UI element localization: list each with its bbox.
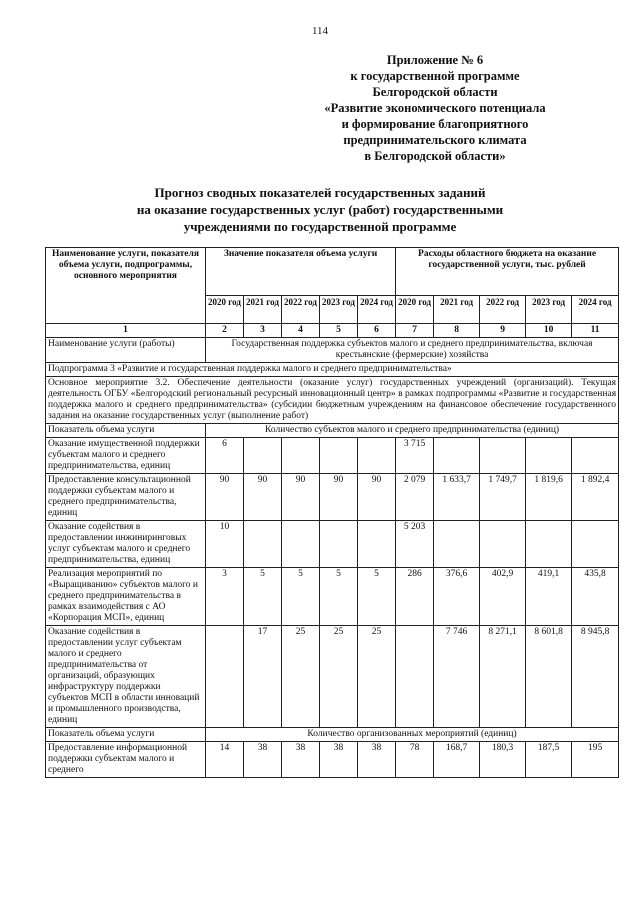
indicator-label: Показатель объема услуги bbox=[46, 424, 206, 438]
volume-value-cell: 10 bbox=[206, 521, 244, 568]
year-header: 2022 год bbox=[282, 296, 320, 324]
volume-value-cell: 17 bbox=[244, 626, 282, 728]
year-header: 2023 год bbox=[526, 296, 572, 324]
year-header: 2020 год bbox=[206, 296, 244, 324]
service-name-label: Наименование услуги (работы) bbox=[46, 338, 206, 363]
service-row-name: Оказание содействия в предоставлении услуг субъектам малого и среднего предпринимательства от организаций, образующих инфраструктуру поддержки субъектов МСП в области инноваций и промышленного производства, единиц bbox=[46, 626, 206, 728]
appendix-line: предпринимательского климата bbox=[343, 133, 527, 147]
table-row bbox=[46, 626, 619, 728]
table-row bbox=[46, 742, 619, 778]
indicator-value: Количество организованных мероприятий (единиц) bbox=[206, 728, 619, 742]
header-service-name: Наименование услуги, показателя объема услуги, подпрограммы, основного мероприятия bbox=[46, 248, 206, 324]
volume-value-cell: 90 bbox=[282, 474, 320, 521]
volume-value-cell bbox=[206, 626, 244, 728]
expense-value-cell bbox=[480, 438, 526, 474]
service-row-name: Реализация мероприятий по «Выращиванию» субъектов малого и среднего предпринимательства в рамках взаимодействия с АО «Корпорация МСП», единиц bbox=[46, 568, 206, 626]
service-row-name: Оказание имущественной поддержки субъектам малого и среднего предпринимательства, единиц bbox=[46, 438, 206, 474]
column-number: 3 bbox=[244, 324, 282, 338]
volume-value-cell bbox=[244, 438, 282, 474]
document-title bbox=[110, 184, 530, 235]
expense-value-cell: 78 bbox=[396, 742, 434, 778]
forecast-table bbox=[45, 247, 619, 778]
subprogram-row: Подпрограмма 3 «Развитие и государственная поддержка малого и среднего предпринимательства» bbox=[46, 363, 619, 377]
volume-value-cell: 5 bbox=[358, 568, 396, 626]
expense-value-cell bbox=[526, 438, 572, 474]
volume-value-cell bbox=[282, 521, 320, 568]
volume-value-cell: 38 bbox=[244, 742, 282, 778]
column-number: 8 bbox=[434, 324, 480, 338]
expense-value-cell bbox=[526, 521, 572, 568]
table-row bbox=[46, 474, 619, 521]
volume-value-cell: 90 bbox=[244, 474, 282, 521]
appendix-line: к государственной программе bbox=[350, 69, 520, 83]
expense-value-cell: 8 601,8 bbox=[526, 626, 572, 728]
header-volume: Значение показателя объема услуги bbox=[206, 248, 396, 296]
volume-value-cell bbox=[358, 438, 396, 474]
appendix-line: в Белгородской области» bbox=[364, 149, 506, 163]
service-name-value: Государственная поддержка субъектов малого и среднего предпринимательства, включая крестьянские (фермерские) хозяйства bbox=[206, 338, 619, 363]
expense-value-cell: 5 203 bbox=[396, 521, 434, 568]
table-row bbox=[46, 568, 619, 626]
volume-value-cell bbox=[244, 521, 282, 568]
expense-value-cell bbox=[572, 521, 619, 568]
expense-value-cell: 1 633,7 bbox=[434, 474, 480, 521]
expense-value-cell bbox=[480, 521, 526, 568]
volume-value-cell: 25 bbox=[282, 626, 320, 728]
volume-value-cell: 25 bbox=[320, 626, 358, 728]
volume-value-cell: 6 bbox=[206, 438, 244, 474]
expense-value-cell: 168,7 bbox=[434, 742, 480, 778]
year-header: 2024 год bbox=[572, 296, 619, 324]
expense-value-cell: 1 749,7 bbox=[480, 474, 526, 521]
appendix-line: «Развитие экономического потенциала bbox=[324, 101, 546, 115]
volume-value-cell: 14 bbox=[206, 742, 244, 778]
expense-value-cell: 419,1 bbox=[526, 568, 572, 626]
expense-value-cell: 1 892,4 bbox=[572, 474, 619, 521]
title-line: на оказание государственных услуг (работ) государственными bbox=[136, 202, 504, 217]
volume-value-cell: 5 bbox=[282, 568, 320, 626]
appendix-line: Белгородской области bbox=[372, 85, 498, 99]
volume-value-cell: 3 bbox=[206, 568, 244, 626]
expense-value-cell bbox=[434, 438, 480, 474]
volume-value-cell bbox=[320, 521, 358, 568]
volume-value-cell: 90 bbox=[358, 474, 396, 521]
volume-value-cell bbox=[282, 438, 320, 474]
year-header: 2024 год bbox=[358, 296, 396, 324]
main-activity-row: Основное мероприятие 3.2. Обеспечение деятельности (оказание услуг) государственных учреждений (организаций). Текущая деятельность ОГБУ «Белгородский региональный ресурсный инновационный центр» в рамках подпрограммы «Развитие и государственная поддержка малого и среднего предпринимательства» (субсидии бюджетным учреждениям на финансовое обеспечение государственного задания на оказание государственных услуг (выполнение работ) bbox=[46, 377, 619, 424]
title-line: Прогноз сводных показателей государственных заданий bbox=[154, 185, 486, 200]
expense-value-cell: 7 746 bbox=[434, 626, 480, 728]
table-row bbox=[46, 438, 619, 474]
column-number: 2 bbox=[206, 324, 244, 338]
appendix-line: и формирование благоприятного bbox=[341, 117, 529, 131]
appendix-heading bbox=[300, 52, 570, 164]
year-header: 2023 год bbox=[320, 296, 358, 324]
year-header: 2021 год bbox=[434, 296, 480, 324]
expense-value-cell: 435,8 bbox=[572, 568, 619, 626]
volume-value-cell: 25 bbox=[358, 626, 396, 728]
indicator-label: Показатель объема услуги bbox=[46, 728, 206, 742]
expense-value-cell bbox=[572, 438, 619, 474]
indicator-value: Количество субъектов малого и среднего предпринимательства (единиц) bbox=[206, 424, 619, 438]
expense-value-cell: 8 271,1 bbox=[480, 626, 526, 728]
column-number: 11 bbox=[572, 324, 619, 338]
column-number: 4 bbox=[282, 324, 320, 338]
expense-value-cell: 376,6 bbox=[434, 568, 480, 626]
expense-value-cell: 3 715 bbox=[396, 438, 434, 474]
column-number: 1 bbox=[46, 324, 206, 338]
column-number: 5 bbox=[320, 324, 358, 338]
column-number: 9 bbox=[480, 324, 526, 338]
volume-value-cell: 90 bbox=[320, 474, 358, 521]
service-row-name: Предоставление консультационной поддержки субъектам малого и среднего предпринимательства, единиц bbox=[46, 474, 206, 521]
page-number: 114 bbox=[311, 25, 329, 37]
expense-value-cell: 187,5 bbox=[526, 742, 572, 778]
expense-value-cell: 180,3 bbox=[480, 742, 526, 778]
volume-value-cell bbox=[320, 438, 358, 474]
volume-value-cell: 5 bbox=[244, 568, 282, 626]
volume-value-cell: 38 bbox=[358, 742, 396, 778]
expense-value-cell: 1 819,6 bbox=[526, 474, 572, 521]
column-number: 10 bbox=[526, 324, 572, 338]
expense-value-cell: 402,9 bbox=[480, 568, 526, 626]
expense-value-cell bbox=[396, 626, 434, 728]
volume-value-cell bbox=[358, 521, 396, 568]
expense-value-cell: 286 bbox=[396, 568, 434, 626]
expense-value-cell: 195 bbox=[572, 742, 619, 778]
expense-value-cell bbox=[434, 521, 480, 568]
year-header: 2020 год bbox=[396, 296, 434, 324]
service-row-name: Предоставление информационной поддержки субъектам малого и среднего bbox=[46, 742, 206, 778]
table-row bbox=[46, 521, 619, 568]
column-number: 7 bbox=[396, 324, 434, 338]
column-number: 6 bbox=[358, 324, 396, 338]
volume-value-cell: 90 bbox=[206, 474, 244, 521]
volume-value-cell: 38 bbox=[320, 742, 358, 778]
expense-value-cell: 2 079 bbox=[396, 474, 434, 521]
expense-value-cell: 8 945,8 bbox=[572, 626, 619, 728]
year-header: 2021 год bbox=[244, 296, 282, 324]
service-row-name: Оказание содействия в предоставлении инжиниринговых услуг субъектам малого и среднего предпринимательства, единиц bbox=[46, 521, 206, 568]
appendix-line: Приложение № 6 bbox=[386, 53, 484, 67]
volume-value-cell: 38 bbox=[282, 742, 320, 778]
year-header: 2022 год bbox=[480, 296, 526, 324]
title-line: учреждениями по государственной программе bbox=[183, 219, 457, 234]
volume-value-cell: 5 bbox=[320, 568, 358, 626]
header-budget: Расходы областного бюджета на оказание государственной услуги, тыс. рублей bbox=[396, 248, 619, 296]
